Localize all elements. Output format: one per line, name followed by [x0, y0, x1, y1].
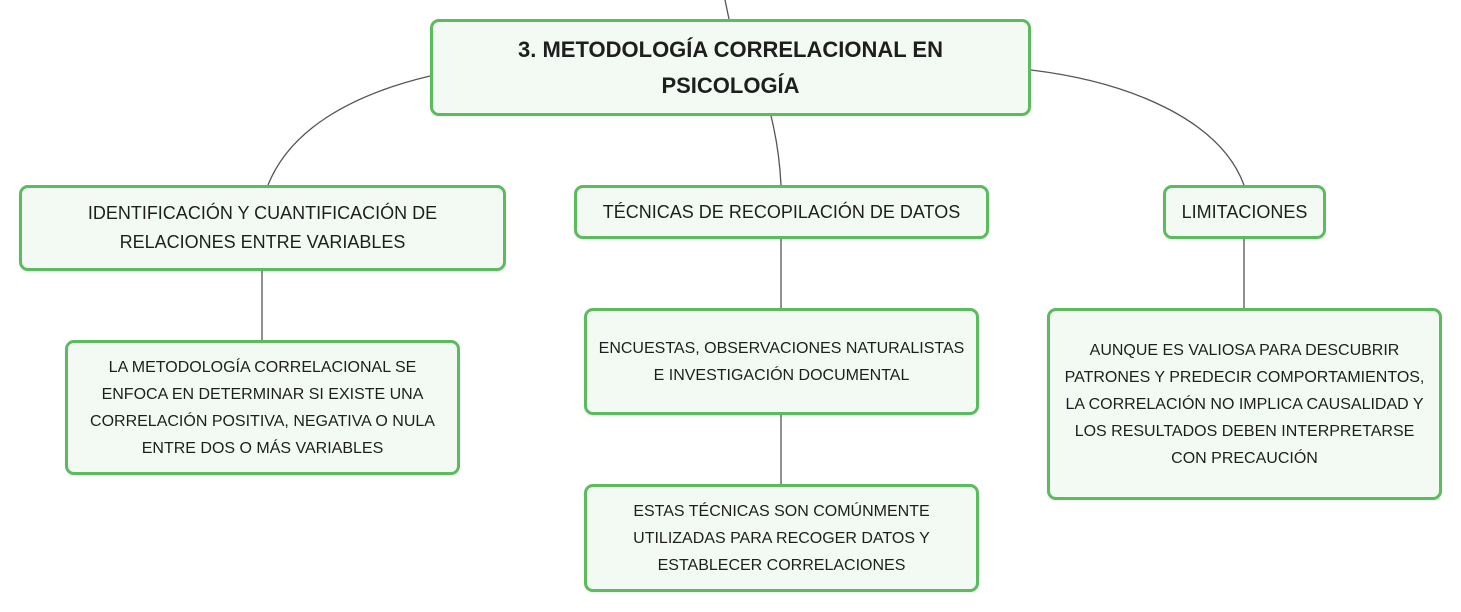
branch-node-identificacion[interactable]	[19, 185, 506, 271]
leaf-node-limitaciones-detalle[interactable]	[1047, 308, 1442, 500]
leaf-node-correlacion-definicion[interactable]	[65, 340, 460, 475]
branch-node-label: TÉCNICAS DE RECOPILACIÓN DE DATOS	[602, 201, 961, 222]
root-node-label: 3. METODOLOGÍA CORRELACIONAL EN PSICOLOGÍA	[518, 36, 943, 98]
branch-node-limitaciones[interactable]	[1163, 185, 1326, 239]
root-node[interactable]	[430, 19, 1031, 116]
leaf-node-tecnicas-uso[interactable]	[584, 484, 979, 592]
connector-root-to-branch-1	[268, 76, 430, 185]
leaf-node-text: ENCUESTAS, OBSERVACIONES NATURALISTAS E INVESTIGACIÓN DOCUMENTAL	[598, 339, 965, 384]
leaf-node-text: AUNQUE ES VALIOSA PARA DESCUBRIR PATRONES Y PREDECIR COMPORTAMIENTOS, LA CORRELACIÓN NO IMPLICA CAUSALIDAD Y LOS RESULTADOS DEBEN INTERPRETARSE CON PRECAUCIÓN	[1064, 341, 1425, 467]
connector-parent-to-root	[725, 0, 729, 19]
branch-node-tecnicas[interactable]	[574, 185, 989, 239]
connector-root-to-branch-2	[771, 116, 781, 185]
leaf-node-text: LA METODOLOGÍA CORRELACIONAL SE ENFOCA EN DETERMINAR SI EXISTE UNA CORRELACIÓN POSITIVA, NEGATIVA O NULA ENTRE DOS O MÁS VARIABLES	[90, 358, 435, 457]
branch-node-label: IDENTIFICACIÓN Y CUANTIFICACIÓN DE RELACIONES ENTRE VARIABLES	[87, 203, 438, 252]
leaf-node-text: ESTAS TÉCNICAS SON COMÚNMENTE UTILIZADAS PARA RECOGER DATOS Y ESTABLECER CORRELACIONES	[633, 502, 930, 574]
branch-node-label: LIMITACIONES	[1181, 201, 1308, 222]
connector-root-to-branch-3	[1031, 70, 1244, 185]
leaf-node-tecnicas-lista[interactable]	[584, 308, 979, 415]
